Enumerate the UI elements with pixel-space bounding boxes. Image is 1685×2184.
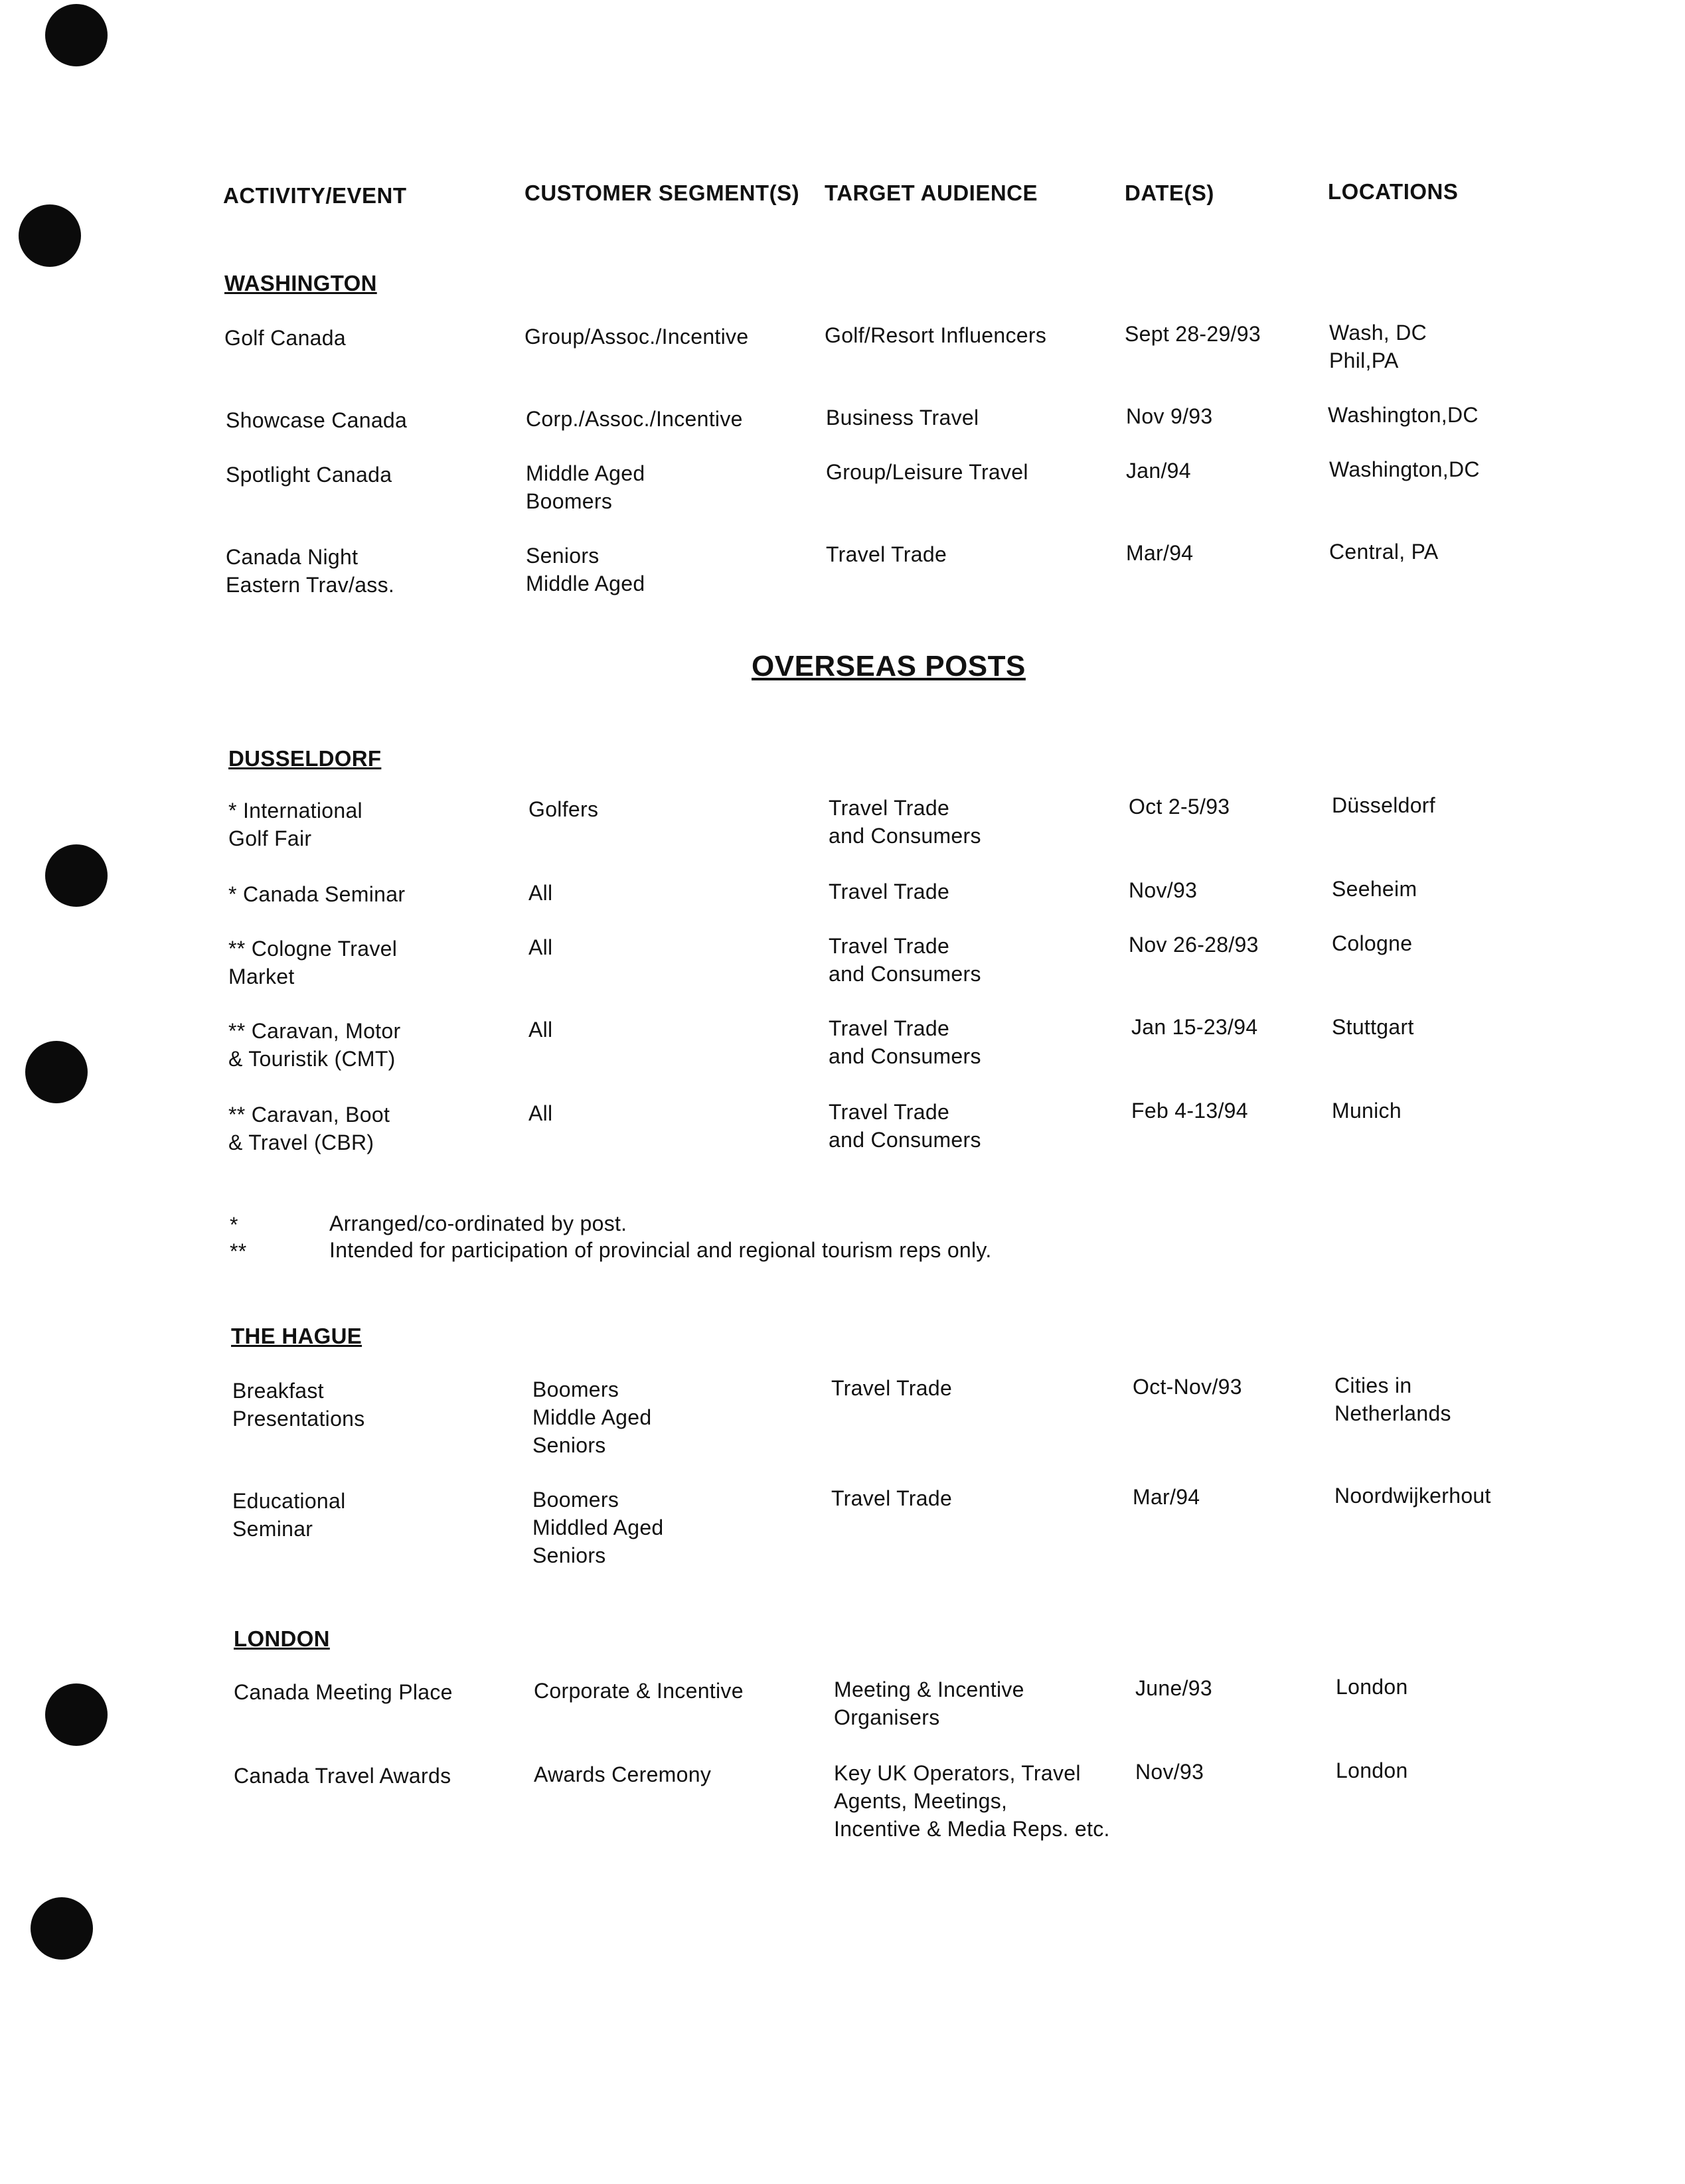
table-cell-segment: All	[528, 1018, 553, 1042]
header-activity: ACTIVITY/EVENT	[223, 183, 407, 208]
punch-hole-5	[45, 1683, 108, 1746]
table-cell-segment: Awards Ceremony	[534, 1762, 712, 1786]
table-cell-activity: Golf Canada	[224, 326, 346, 350]
table-cell-audience: Travel Trade	[829, 880, 950, 903]
table-cell-date: Nov/93	[1129, 878, 1198, 902]
table-cell-location: Wash, DC Phil,PA	[1329, 321, 1427, 372]
table-cell-date: June/93	[1135, 1676, 1212, 1700]
punch-hole-3	[45, 844, 108, 907]
table-cell-date: Oct-Nov/93	[1133, 1375, 1242, 1399]
table-cell-location: Central, PA	[1329, 540, 1439, 564]
section-title-dusseldorf: DUSSELDORF	[228, 746, 382, 771]
footnote-text: Arranged/co-ordinated by post.	[329, 1211, 627, 1235]
table-cell-segment: All	[528, 1101, 553, 1125]
table-cell-audience: Travel Trade and Consumers	[829, 796, 981, 848]
footnote-mark: **	[230, 1239, 247, 1263]
table-cell-location: Noordwijkerhout	[1334, 1484, 1491, 1508]
table-cell-segment: All	[528, 935, 553, 959]
table-cell-audience: Travel Trade	[831, 1376, 953, 1400]
table-cell-segment: Boomers Middle Aged Seniors	[532, 1377, 652, 1457]
table-cell-audience: Travel Trade and Consumers	[829, 1016, 981, 1068]
table-cell-activity: Canada Travel Awards	[234, 1764, 451, 1788]
overseas-posts-title: OVERSEAS POSTS	[752, 650, 1026, 682]
table-cell-segment: Golfers	[528, 797, 599, 821]
table-cell-location: Munich	[1332, 1099, 1402, 1123]
table-cell-date: Mar/94	[1133, 1485, 1200, 1509]
table-cell-date: Nov/93	[1135, 1760, 1204, 1784]
table-cell-date: Feb 4-13/94	[1131, 1099, 1248, 1123]
table-cell-location: Düsseldorf	[1332, 793, 1435, 817]
table-cell-location: Cologne	[1332, 931, 1413, 955]
table-cell-location: Washington,DC	[1329, 457, 1480, 481]
table-cell-segment: Middle Aged Boomers	[526, 461, 645, 513]
table-cell-date: Nov 9/93	[1126, 404, 1213, 428]
table-cell-activity: ** Cologne Travel Market	[228, 937, 398, 988]
table-cell-segment: Boomers Middled Aged Seniors	[532, 1488, 664, 1567]
table-cell-date: Oct 2-5/93	[1129, 795, 1230, 819]
table-cell-segment: Group/Assoc./Incentive	[524, 325, 749, 349]
table-cell-audience: Meeting & Incentive Organisers	[834, 1677, 1024, 1729]
table-cell-date: Jan 15-23/94	[1131, 1015, 1258, 1039]
table-cell-activity: Educational Seminar	[232, 1489, 346, 1541]
header-locations: LOCATIONS	[1328, 179, 1459, 204]
table-cell-date: Jan/94	[1126, 459, 1191, 483]
table-cell-activity: * International Golf Fair	[228, 799, 362, 850]
table-cell-date: Sept 28-29/93	[1125, 322, 1261, 346]
header-audience: TARGET AUDIENCE	[825, 181, 1038, 205]
section-title-washington: WASHINGTON	[224, 271, 377, 295]
table-cell-activity: Spotlight Canada	[226, 463, 392, 487]
table-cell-location: Washington,DC	[1328, 403, 1479, 427]
punch-hole-6	[31, 1897, 93, 1960]
table-cell-audience: Key UK Operators, Travel Agents, Meetings, Incentive & Media Reps. etc.	[834, 1761, 1110, 1841]
table-cell-location: Stuttgart	[1332, 1015, 1414, 1039]
table-cell-activity: ** Caravan, Boot & Travel (CBR)	[228, 1103, 390, 1154]
table-cell-activity: * Canada Seminar	[228, 882, 406, 906]
table-cell-segment: Corporate & Incentive	[534, 1679, 744, 1703]
table-cell-segment: Seniors Middle Aged	[526, 544, 645, 595]
table-cell-activity: Canada Night Eastern Trav/ass.	[226, 545, 395, 597]
section-title-london: LONDON	[234, 1626, 330, 1651]
table-cell-location: Cities in Netherlands	[1334, 1373, 1451, 1425]
table-cell-audience: Business Travel	[826, 406, 979, 429]
table-cell-location: London	[1336, 1758, 1408, 1782]
table-cell-activity: Breakfast Presentations	[232, 1379, 365, 1431]
table-cell-audience: Travel Trade and Consumers	[829, 1100, 981, 1152]
footnote-mark: *	[230, 1213, 238, 1237]
table-cell-activity: Canada Meeting Place	[234, 1680, 453, 1704]
punch-hole-4	[25, 1041, 88, 1103]
section-title-hague: THE HAGUE	[231, 1324, 362, 1348]
table-cell-audience: Group/Leisure Travel	[826, 460, 1028, 484]
table-cell-audience: Golf/Resort Influencers	[825, 323, 1047, 347]
header-dates: DATE(S)	[1125, 181, 1214, 205]
table-cell-activity: Showcase Canada	[226, 408, 408, 432]
table-cell-location: Seeheim	[1332, 877, 1417, 901]
table-cell-activity: ** Caravan, Motor & Touristik (CMT)	[228, 1019, 401, 1071]
table-cell-segment: Corp./Assoc./Incentive	[526, 407, 743, 431]
table-cell-segment: All	[528, 881, 553, 905]
header-segment: CUSTOMER SEGMENT(S)	[524, 181, 800, 205]
table-cell-audience: Travel Trade	[831, 1486, 953, 1510]
footnote-text: Intended for participation of provincial and regional tourism reps only.	[329, 1238, 992, 1262]
table-cell-date: Nov 26-28/93	[1129, 933, 1259, 957]
punch-hole-1	[45, 4, 108, 66]
table-cell-location: London	[1336, 1675, 1408, 1699]
table-cell-audience: Travel Trade and Consumers	[829, 934, 981, 986]
punch-hole-2	[19, 204, 81, 267]
table-cell-audience: Travel Trade	[826, 542, 947, 566]
table-cell-date: Mar/94	[1126, 541, 1194, 565]
